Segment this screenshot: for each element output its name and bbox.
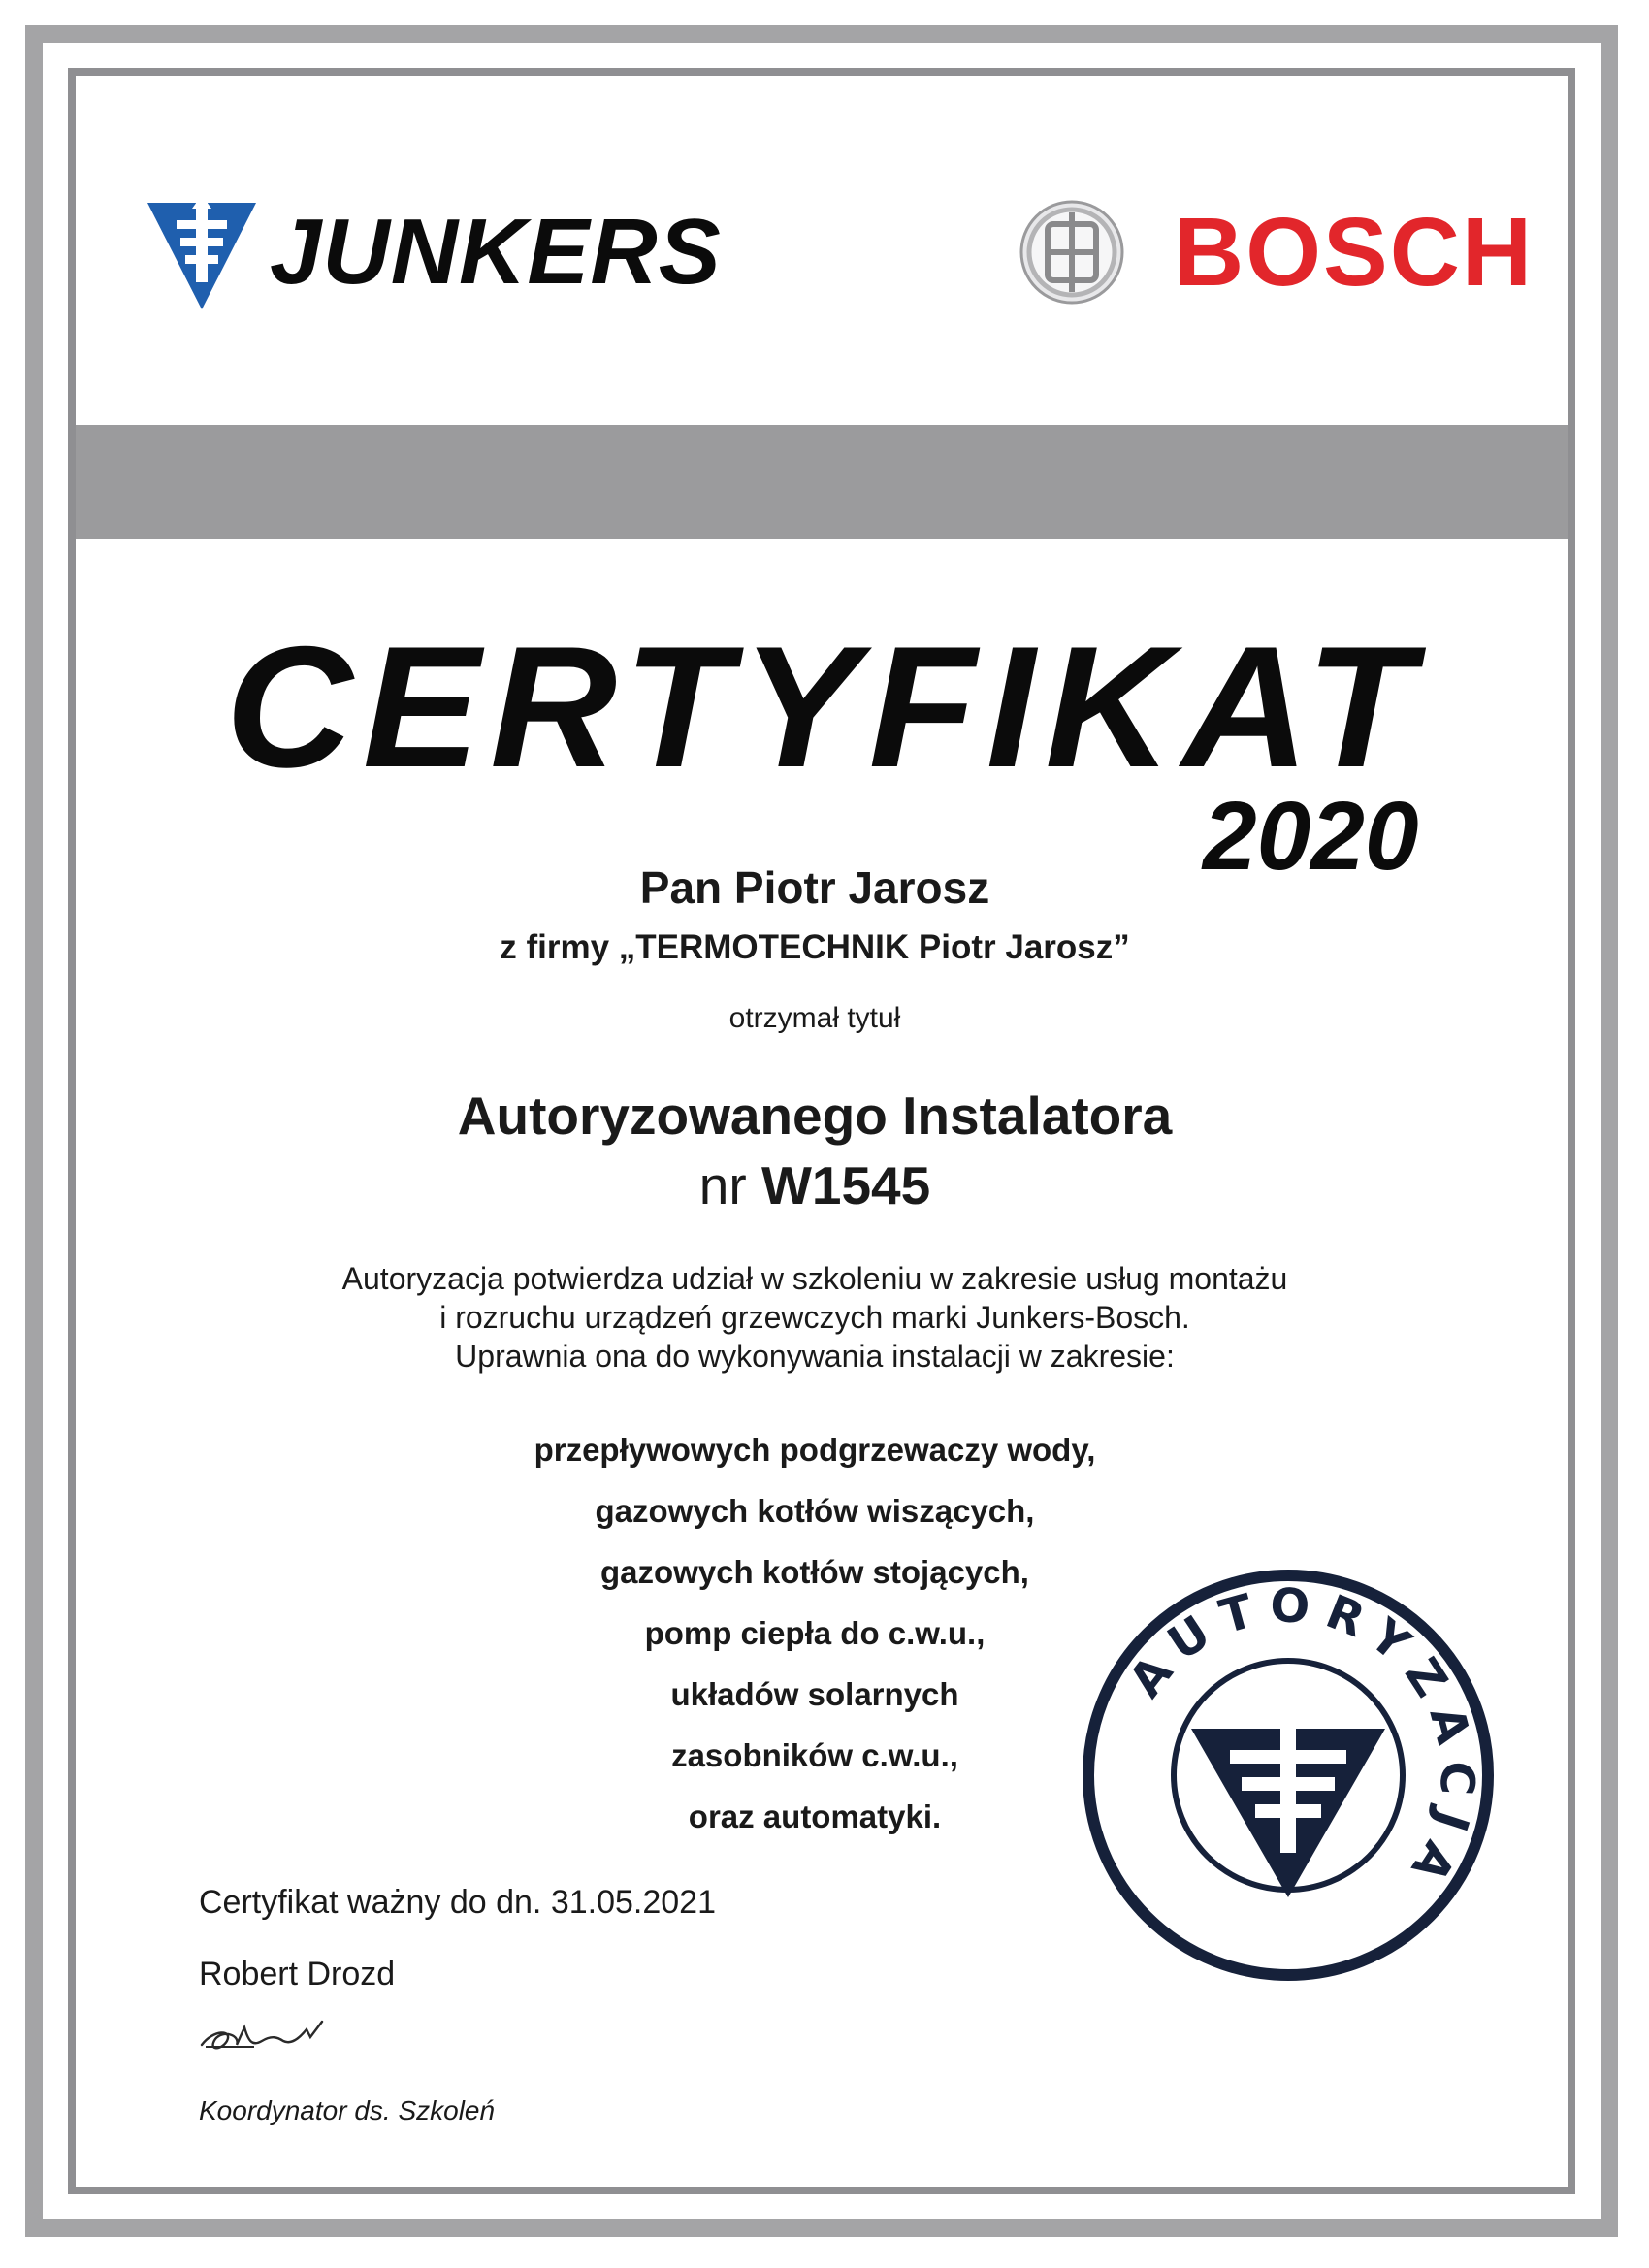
junkers-emblem-icon — [147, 195, 256, 309]
scope-item: gazowych kotłów stojących, — [600, 1554, 1029, 1590]
seal-text: AUTORYZACJA — [1118, 1577, 1486, 1903]
recipient-name: Pan Piotr Jarosz — [639, 862, 990, 913]
award-title: Autoryzowanego Instalatora — [457, 1085, 1173, 1146]
description-line: Uprawnia ona do wykonywania instalacji w zakresie: — [455, 1339, 1175, 1374]
handwritten-signature — [194, 2008, 340, 2071]
received-title-text: otrzymał tytuł — [728, 1002, 901, 1034]
autoryzacja-seal-icon — [1075, 1562, 1502, 1993]
certificate-number-prefix: nr — [698, 1155, 747, 1215]
signer-name: Robert Drozd — [199, 1956, 396, 1993]
junkers-logo — [147, 194, 722, 310]
recipient-company: z firmy „TERMOTECHNIK Piotr Jarosz” — [500, 928, 1130, 966]
bosch-logo-text: BOSCH — [1174, 198, 1535, 307]
certificate-number-value: W1545 — [760, 1155, 931, 1215]
junkers-logo-text: JUNKERS — [270, 200, 722, 304]
bosch-armature-icon — [1018, 199, 1125, 306]
scope-item: gazowych kotłów wiszących, — [595, 1493, 1035, 1529]
certificate-number — [175, 1154, 1455, 1216]
scope-item: zasobników c.w.u., — [671, 1737, 958, 1773]
header-divider-band — [76, 425, 1568, 539]
scope-item: oraz automatyki. — [688, 1798, 942, 1834]
scope-item: pomp ciepła do c.w.u., — [644, 1615, 986, 1651]
certificate-title: CERTYFIKAT — [225, 610, 1424, 803]
validity-date: Certyfikat ważny do dn. 31.05.2021 — [199, 1884, 716, 1921]
certificate-year: 2020 — [1203, 782, 1419, 891]
scope-item: układów solarnych — [670, 1676, 959, 1712]
authorization-description — [175, 1259, 1455, 1376]
signer-role: Koordynator ds. Szkoleń — [199, 2095, 496, 2125]
description-line: i rozruchu urządzeń grzewczych marki Junkers-Bosch. — [439, 1300, 1190, 1335]
description-line: Autoryzacja potwierdza udział w szkoleniu w zakresie usług montażu — [341, 1261, 1288, 1296]
bosch-logo — [1018, 194, 1534, 310]
scope-item: przepływowych podgrzewaczy wody, — [534, 1432, 1096, 1468]
